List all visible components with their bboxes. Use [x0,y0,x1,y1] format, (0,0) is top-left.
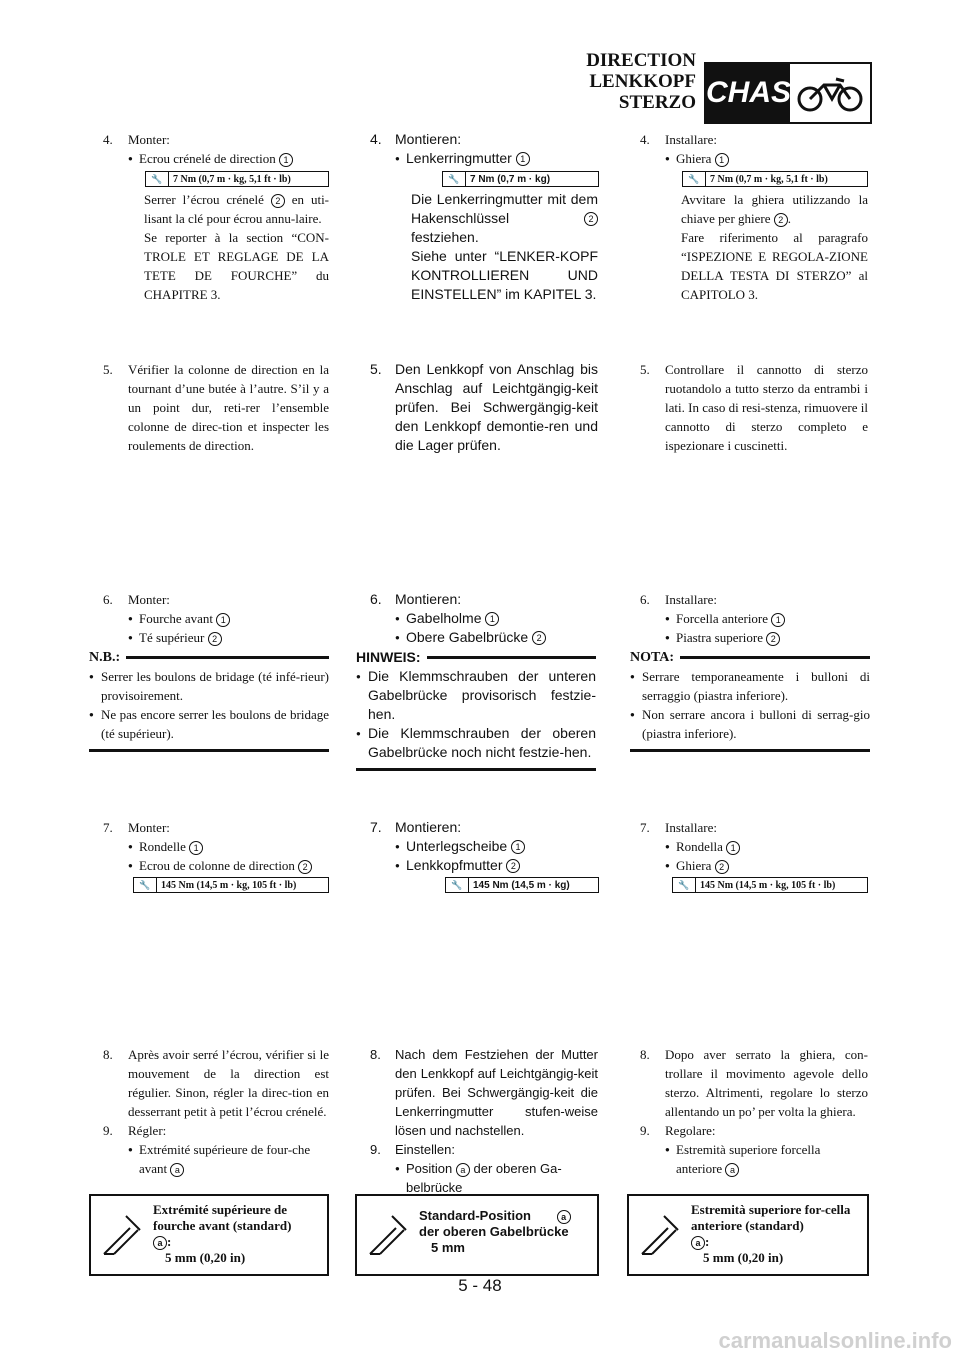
torque-spec: 🔧 145 Nm (14,5 m · kg, 105 ft · lb) [133,877,329,893]
wrench-icon: 🔧 [443,172,466,186]
header-title-de: LENKKOPF [589,71,696,92]
torque-spec: 🔧 7 Nm (0,7 m · kg, 5,1 ft · lb) [145,171,329,187]
step-4-fr: 4. Monter: ● Ecrou crénelé de direction 1 🔧 7 Nm (0,7 m · kg, 5,1 ft · lb) Serrer l’écrou crénelé 2 en uti-lisant la clé pour écrou annu-laire. Se reporter à la section “CON-TROLE ET REGLAGE DE LA TETE DE FOURCHE” du CHAPITRE 3. [103,130,329,304]
caliper-icon [638,1210,682,1260]
step-8-fr: 8. Après avoir serré l’écrou, vérifier si le mouvement de la direction est régulier. Sinon, régler la direc-tion en desserrant petit à petit l’écrou crénelé. 9. Régler: ● Extrémité supérieure de four-che avant a [103,1045,329,1178]
step-8-it: 8. Dopo aver serrato la ghiera, con-trollare il movimento agevole dello sterzo. Altrimenti, regolare lo sterzo allentando un po’ per volta la ghiera. 9. Regolare: ● Estremità superiore forcella anteriore a [640,1045,868,1178]
step-8-de: 8. Nach dem Festziehen der Mutter den Lenkkopf auf Leichtgängig-keit prüfen. Bei Schwergängig-keit die Lenkerringmutter stufen-weise lösen und nachstellen. 9. Einstellen: ● Position a der oberen Ga-belbrücke [370,1045,598,1197]
spec-box-de: Standard-Position a der oberen Gabelbrücke 5 mm [355,1194,599,1276]
note-box-de: HINWEIS: ● Die Klemmschrauben der unteren Gabelbrücke provisorisch festzie-hen. ● Die Klemmschrauben der oberen Gabelbrücke noch nicht festzie-hen. [356,648,596,771]
page-number: 5 - 48 [458,1276,502,1295]
step-6-it: 6. Installare: ● Forcella anteriore 1 ● Piastra superiore 2 [640,590,868,647]
callout-1: 1 [279,153,293,167]
caliper-icon [366,1210,410,1260]
step-4-it: 4. Installare: ● Ghiera 1 🔧 7 Nm (0,7 m · kg, 5,1 ft · lb) Avvitare la ghiera utilizzando la chiave per ghiere 2 . Fare riferimento al paragrafo “ISPEZIONE E REGOLA-ZIONE DELLA TESTA DI STERZO” al CAPITOLO 3. [640,130,868,304]
step-5-it: 5. Controllare il cannotto di sterzo ruotandolo a tutto sterzo da entrambi i lati. In caso di resi-stenza, rimuovere il cannotto di sterzo completo e ispezionare i cuscinetti. [640,362,868,453]
motorcycle-icon [796,73,864,113]
step-7-it: 7. Installare: ● Rondella 1 ● Ghiera 2 🔧 145 Nm (14,5 m · kg, 105 ft · lb) [640,818,868,893]
step-7-fr: 7. Monter: ● Rondelle 1 ● Ecrou de colonne de direction 2 🔧 145 Nm (14,5 m · kg, 105 ft · lb) [103,818,329,893]
chas-label: CHAS [706,64,790,122]
wrench-icon: 🔧 [146,172,169,186]
step-6-fr: 6. Monter: ● Fourche avant 1 ● Té supérieur 2 [103,590,329,647]
torque-spec: 🔧 145 Nm (14,5 m · kg) [445,877,599,893]
note-box-it: NOTA: ● Serrare temporaneamente i bulloni di serraggio (piastra inferiore). ● Non serrare ancora i bulloni di serrag-gio (piastra inferiore). [630,648,870,752]
spec-box-it: Estremità superiore for-cella anteriore (standard) a : 5 mm (0,20 in) [627,1194,869,1276]
wrench-icon: 🔧 [683,172,706,186]
chas-badge [704,62,872,124]
watermark: carmanualsonline.info [718,1328,952,1353]
spec-box-fr: Extrémité supérieure de fourche avant (standard) a : 5 mm (0,20 in) [89,1194,329,1276]
step-7-de: 7. Montieren: ● Unterlegscheibe 1 ● Lenkkopfmutter 2 🔧 145 Nm (14,5 m · kg) [370,818,598,893]
torque-spec: 🔧 145 Nm (14,5 m · kg, 105 ft · lb) [672,877,868,893]
step-5-fr: 5. Vérifier la colonne de direction en la tournant d’une butée à l’autre. S’il y a un point dur, reti-rer l’ensemble colonne de direc-tion et inspecter les roulements de direction. [103,362,329,453]
step-4-de: 4. Montieren: ● Lenkerringmutter 1 🔧 7 Nm (0,7 m · kg) Die Lenkerringmutter mit dem Hakenschlüssel 2 festziehen. Siehe unter “LENKER-KOPF KONTROLLIEREN UND EINSTELLEN” im KAPITEL 3. [370,130,598,304]
caliper-icon [100,1210,144,1260]
step-5-de: 5. Den Lenkkopf von Anschlag bis Anschlag auf Leichtgängig-keit prüfen. Bei Schwergängig-keit den Lenkkopf demontie-ren und die Lager prüfen. [370,361,598,453]
wrench-icon: 🔧 [134,878,157,892]
step-6-de: 6. Montieren: ● Gabelholme 1 ● Obere Gabelbrücke 2 [370,590,598,647]
torque-spec: 🔧 7 Nm (0,7 m · kg, 5,1 ft · lb) [682,171,868,187]
header-title-it: STERZO [618,92,696,113]
wrench-icon: 🔧 [446,878,469,892]
torque-spec: 🔧 7 Nm (0,7 m · kg) [442,171,599,187]
note-box-fr: N.B.: ● Serrer les boulons de bridage (té infé-rieur) provisoirement. ● Ne pas encore serrer les boulons de bridage (té supérieur). [89,648,329,752]
wrench-icon: 🔧 [673,878,696,892]
section-header [580,50,696,113]
header-title-fr: DIRECTION [586,50,696,71]
